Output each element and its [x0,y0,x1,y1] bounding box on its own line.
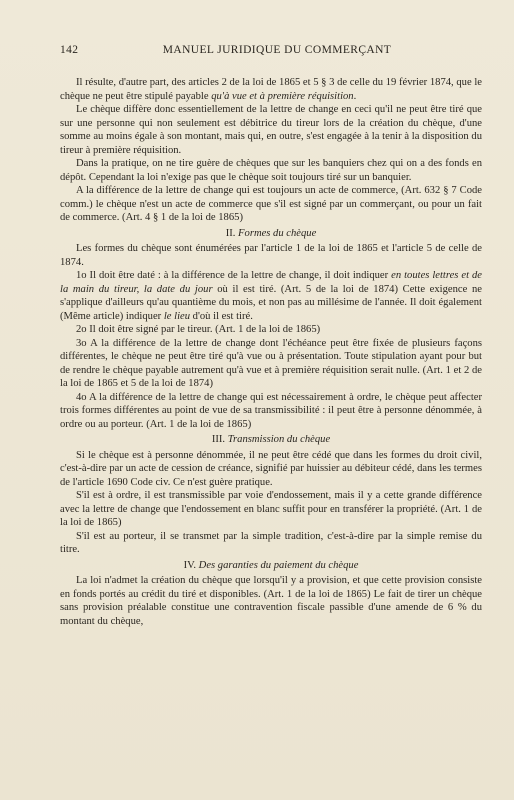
paragraph-text: où il est tiré. (Art. 5 de la loi de 1874) Cette exigence ne s'applique d'ailleurs qu'au quantième du mois, et non pas au millésime de l'année. Il doit également (Même article) indiquer [60,283,482,322]
paragraph-italic: le lieu [163,310,191,322]
paragraph-text: . [353,90,357,102]
paragraph-text: Les formes du chèque sont énumérées par l'article 1 de la loi de 1865 et l'article 5 de celle de 1874. [60,243,482,268]
paragraph-text: S'il est à ordre, il est transmissible par voie d'endossement, mais il y a cette grande différence avec la lettre de change que l'endossement en blanc suffit pour en transférer la propriété. (Art. 1 de la loi de 1865) [60,490,482,528]
paragraph [60,242,482,269]
paragraph-text: 1o Il doit être daté : à la différence de la lettre de change, il doit indiquer [76,270,392,281]
paragraph [60,489,482,530]
section-number: III. [211,434,228,445]
section-heading [60,433,482,447]
body-text [60,76,482,628]
paragraph [60,574,482,628]
section-heading [60,559,482,573]
paragraph-text: Le chèque diffère donc essentiellement de la lettre de change en ceci qu'il ne peut être tiré que sur une personne qui non seulement est débitrice du tireur lors de la création du chèque, d'une somme au moins égale à son montant, mais qui, en outre, s'est engagée à la tenir à la disposition du tireur à première réquisition. [60,104,482,156]
paragraph-italic: qu'à vue et à première réquisition [211,90,354,102]
page-header [60,44,474,56]
paragraph-text: A la différence de la lettre de change qui est toujours un acte de commerce, (Art. 632 § 7 Code comm.) le chèque n'est un acte de commerce que s'il est signé par un commerçant, ou pour un fait de commerce. (Art. 4 § 1 de la loi de 1865) [60,185,482,223]
paragraph-italic: en toutes lettres et de la main du tireur, la date du jour [60,270,482,295]
paragraph [60,103,482,157]
running-title: MANUEL JURIDIQUE DU COMMERÇANT [162,44,392,56]
paragraph-text: Si le chèque est à personne dénommée, il ne peut être cédé que dans les formes du droit civil, c'est-à-dire par un acte de cession de créance, signifié par huissier au débiteur cédé, dans les termes de l'article 1690 Code civ. Ce n'est guère pratique. [60,449,482,488]
paragraph-text: Dans la pratique, on ne tire guère de chèques que sur les banquiers chez qui on a des fonds en dépôt. Cependant la loi n'exige pas que le chèque soit toujours tiré sur un banquier. [60,158,482,183]
paragraph [60,449,482,490]
section-number: IV. [183,559,199,571]
paragraph-text: 3o A la différence de la lettre de change dont l'échéance peut être fixée de plusieurs façons différentes, le chèque ne peut être tiré qu'à vue ou à présentation. Toute stipulation ayant pour but de rendre le chèque payable autrement qu'à vue et à première réquisition serait nulle. (Art. 1 et 2 de la loi de 1865 et 5 de la loi de 1874) [60,337,482,389]
paragraph [60,76,482,103]
section-title: Formes du chèque [238,227,317,239]
section-number: II. [225,227,239,239]
paragraph-text: La loi n'admet la création du chèque que lorsqu'il y a provision, et que cette provision consiste en fonds portés au crédit du tiré et disponibles. (Art. 1 de la loi de 1865) Le fait de tirer un chèque sans provision préalable constitue une contravention fiscale passible d'une amende de 6 % du montant du chèque, [60,575,482,627]
section-title: Des garanties du paiement du chèque [198,559,359,571]
paragraph-text: Il résulte, d'autre part, des articles 2 de la loi de 1865 et 5 § 3 de celle du 19 février 1874, que le chèque ne peut être stipulé payable [60,77,482,102]
paragraph [60,530,482,557]
paragraph [60,337,482,391]
paragraph-text: 2o Il doit être signé par le tireur. (Art. 1 de la loi de 1865) [76,324,321,335]
section-title: Transmission du chèque [227,434,331,445]
section-heading [60,227,482,241]
paragraph [60,184,482,225]
paragraph [60,391,482,432]
paragraph [60,269,482,323]
paragraph [60,323,482,337]
paragraph-text: 4o A la différence de la lettre de change qui est nécessairement à ordre, le chèque peut affecter trois formes différentes au point de vue de sa transmissibilité : il peut être à personne dénommée, à ordre ou au porteur. (Art. 1 de la loi de 1865) [60,391,482,430]
paragraph-text: d'où il est tiré. [190,310,253,322]
page-number: 142 [60,44,79,56]
paragraph-text: S'il est au porteur, il se transmet par la simple tradition, c'est-à-dire par la simple remise du titre. [60,530,482,555]
paragraph [60,157,482,184]
